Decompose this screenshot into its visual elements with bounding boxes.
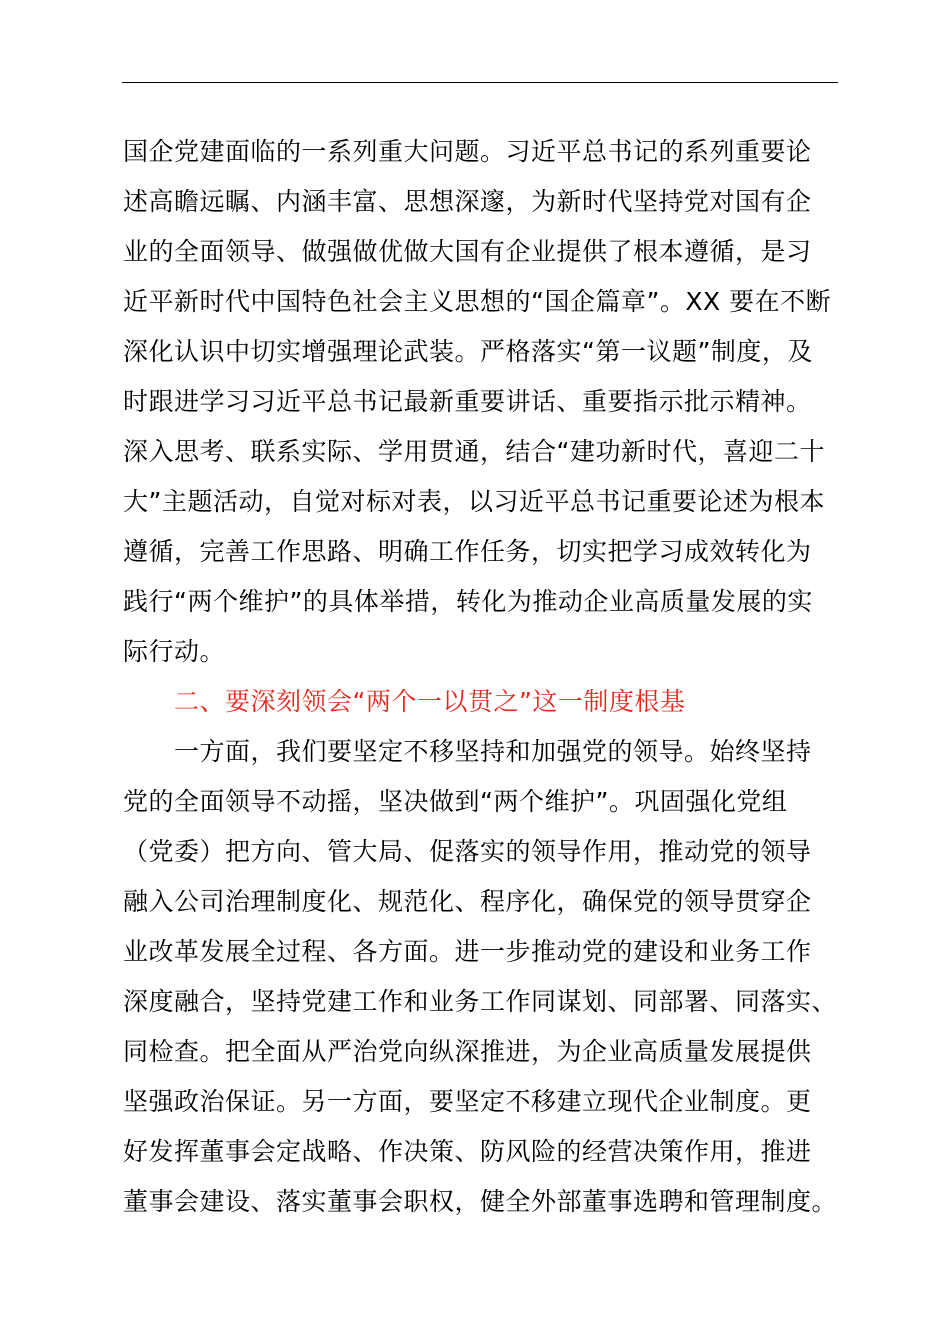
text-line: 深入思考、联系实际、学用贯通，结合“建功新时代，喜迎二十 (123, 437, 825, 466)
text-line: 业的全面领导、做强做优做大国有企业提供了根本遵循，是习 (123, 237, 812, 266)
text-line: 深度融合，坚持党建工作和业务工作同谋划、同部署、同落实、 (123, 987, 838, 1016)
text-line: 时跟进学习习近平总书记最新重要讲话、重要指示批示精神。 (123, 387, 812, 416)
text-line: 深化认识中切实增强理论武装。严格落实“第一议题”制度，及 (123, 337, 813, 366)
text-line: 述高瞻远瞩、内涵丰富、思想深邃，为新时代坚持党对国有企 (123, 187, 812, 216)
document-body (123, 127, 839, 1227)
text-line: 际行动。 (123, 637, 226, 666)
paragraph-1 (123, 127, 839, 677)
text-line: 融入公司治理制度化、规范化、程序化，确保党的领导贯穿企 (123, 887, 812, 916)
text-line: 好发挥董事会定战略、作决策、防风险的经营决策作用，推进 (123, 1137, 812, 1166)
text-line: 践行“两个维护”的具体举措，转化为推动企业高质量发展的实 (123, 587, 813, 616)
text-line: 党的全面领导不动摇，坚决做到“两个维护”。巩固强化党组 (123, 787, 788, 816)
text-line: 大”主题活动，自觉对标对表，以习近平总书记重要论述为根本 (123, 487, 825, 516)
text-line: 坚强政治保证。另一方面，要坚定不移建立现代企业制度。更 (123, 1087, 812, 1116)
text-line: 董事会建设、落实董事会职权，健全外部董事选聘和管理制度。 (123, 1187, 838, 1216)
section-heading: 二、要深刻领会“两个一以贯之”这一制度根基 (123, 687, 686, 716)
text-line: 业改革发展全过程、各方面。进一步推动党的建设和业务工作 (123, 937, 812, 966)
text-line: 遵循，完善工作思路、明确工作任务，切实把学习成效转化为 (123, 537, 812, 566)
text-line: 同检查。把全面从严治党向纵深推进，为企业高质量发展提供 (123, 1037, 812, 1066)
text-line: 国企党建面临的一系列重大问题。习近平总书记的系列重要论 (123, 137, 812, 166)
header-rule (122, 82, 838, 83)
paragraph-2 (123, 727, 839, 1227)
text-line: 近平新时代中国特色社会主义思想的“国企篇章”。XX 要在不断 (123, 287, 832, 316)
text-line: 一方面，我们要坚定不移坚持和加强党的领导。始终坚持 (123, 737, 812, 766)
text-line: （党委）把方向、管大局、促落实的领导作用，推动党的领导 (123, 837, 812, 866)
